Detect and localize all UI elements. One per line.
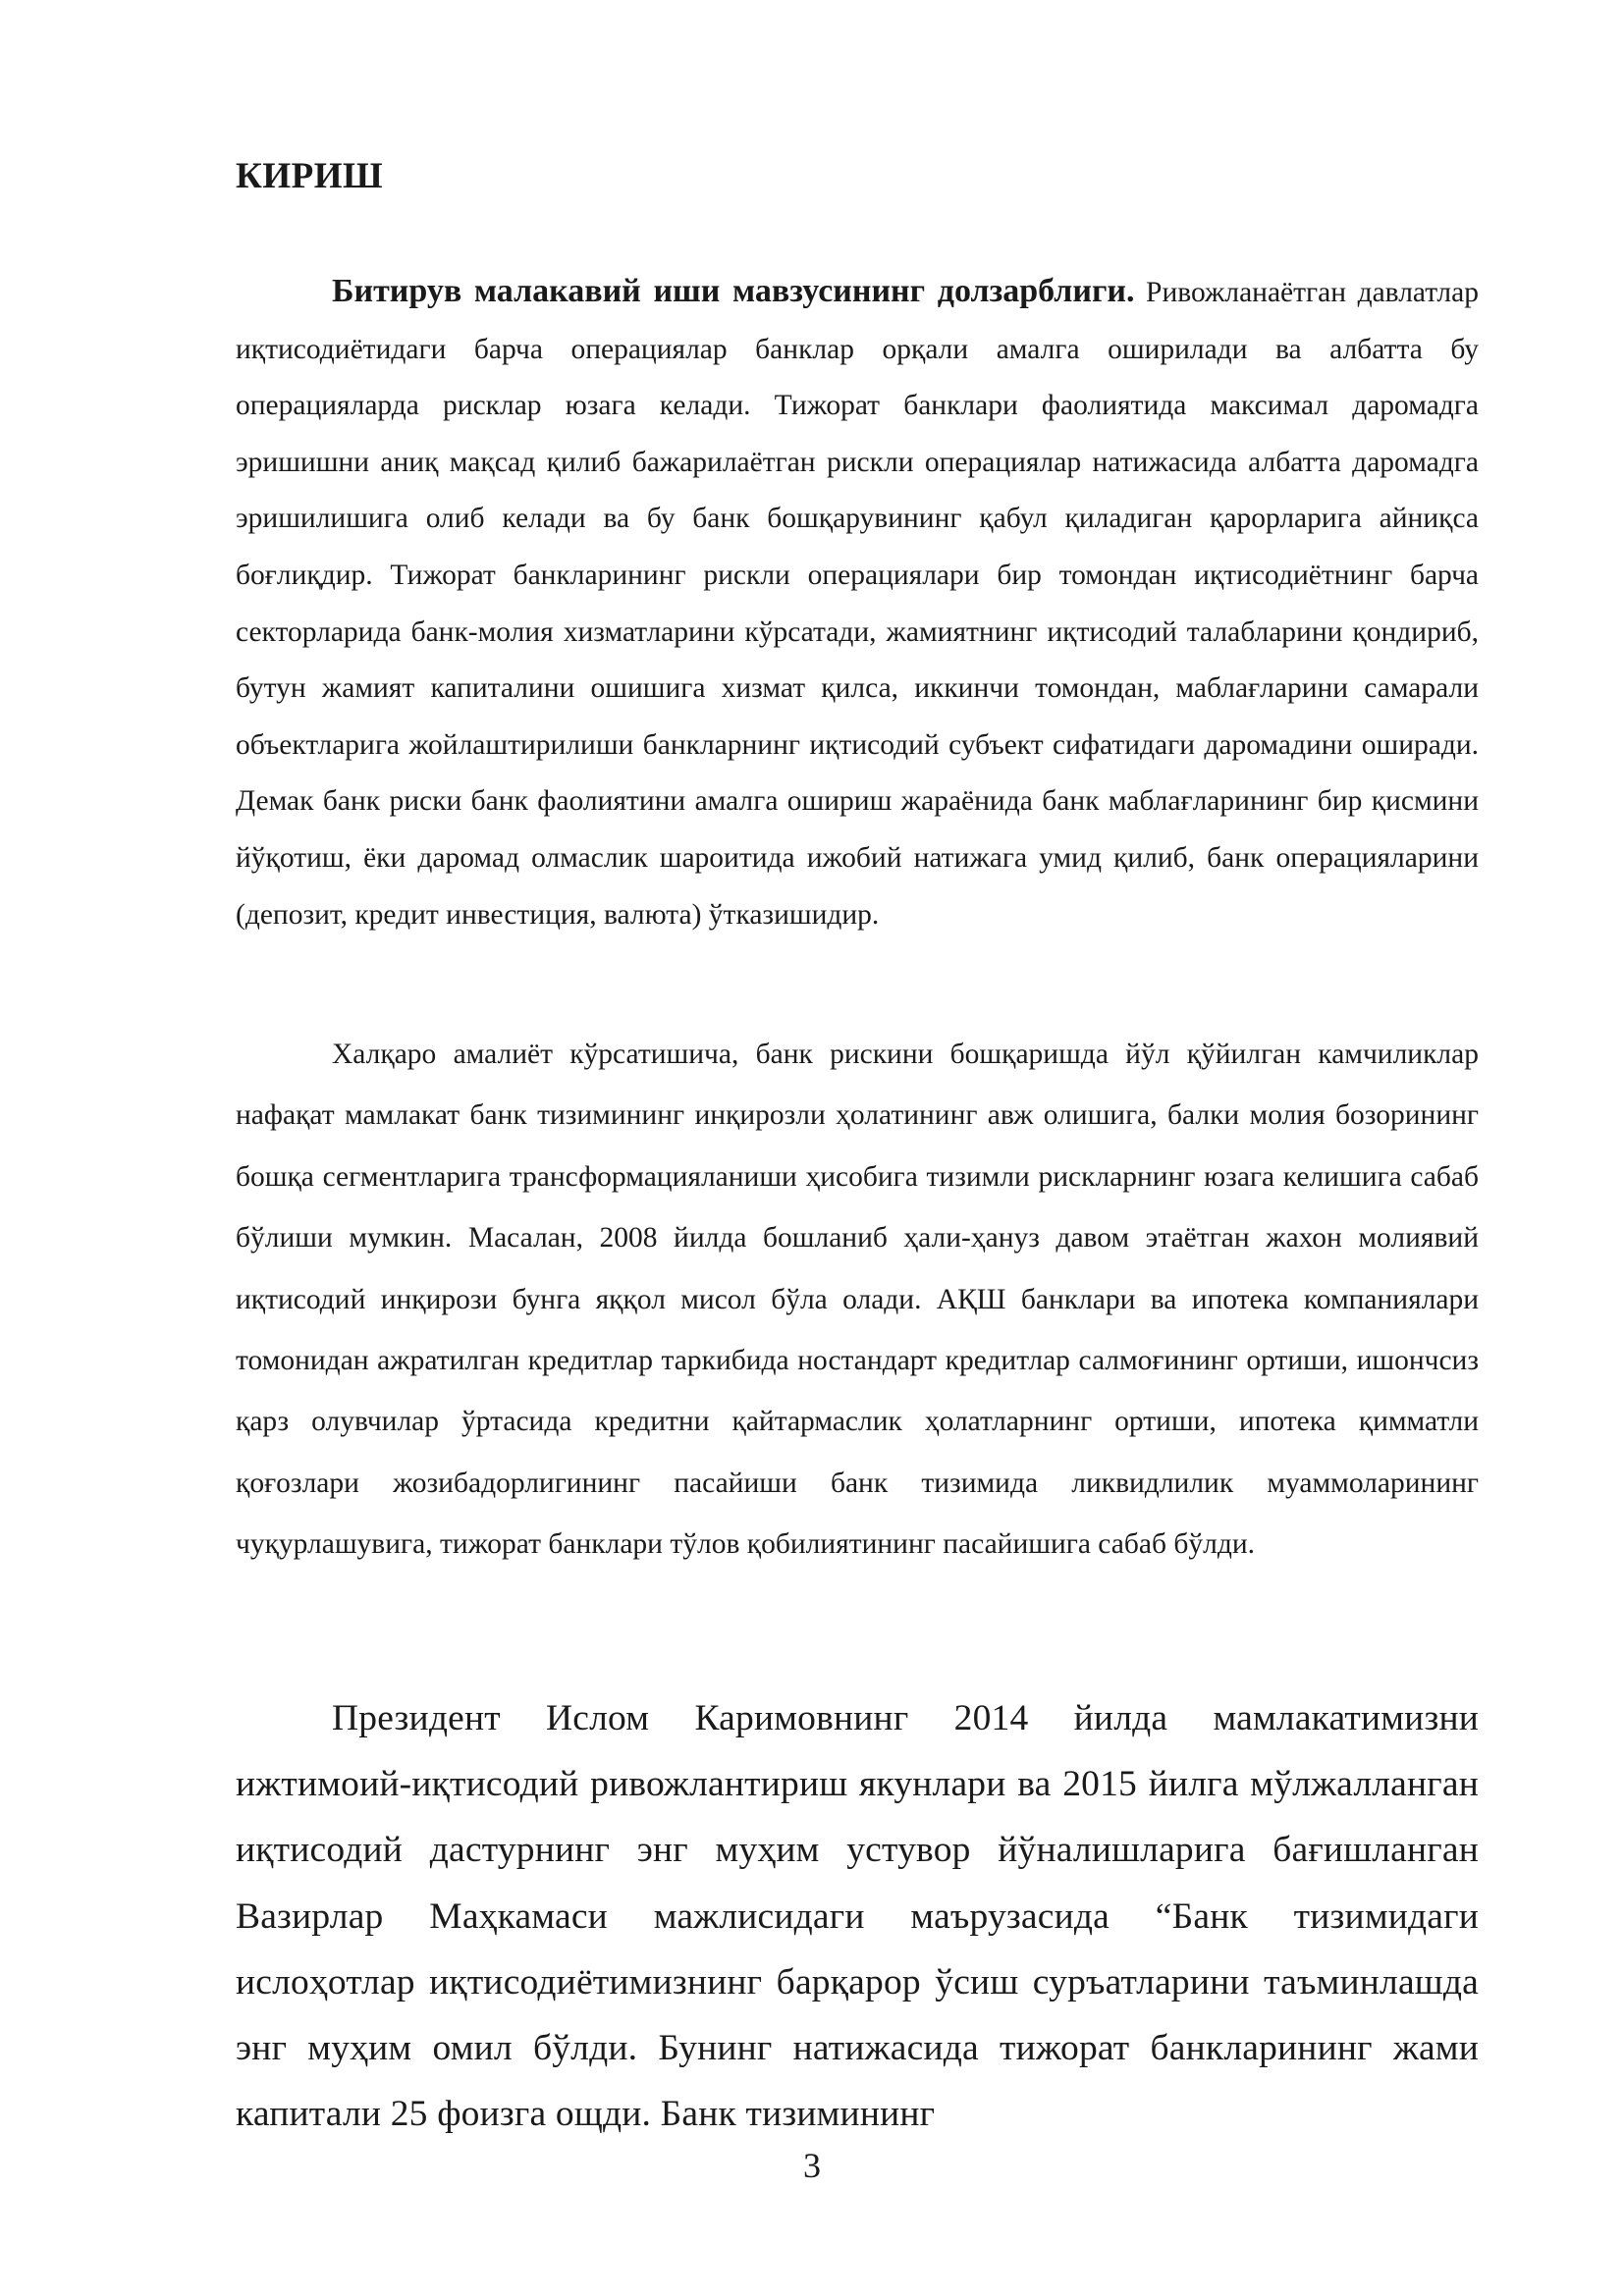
page-number: 3	[803, 2146, 821, 2185]
paragraph-lead: Битирув малакавий иши мавзусининг долзарблиги.	[332, 273, 1135, 309]
section-heading: КИРИШ	[236, 156, 384, 196]
paragraph-body: Ривожланаётган давлатлар иқтисодиётидаги барча операциялар банклар орқали амалга оширилади ва албатта бу операцияларда рисклар юзага келади. Тижорат банклари фаолиятида максимал даромадга эришишни аниқ мақсад қилиб бажарилаётган рискли операциялар натижасида албатта даромадга эришилишига олиб келади ва бу банк бошқарувининг қабул қиладиган қарорларига айниқса боғлиқдир. Тижорат банкларининг рискли операциялари бир томондан иқтисодиётнинг барча секторларида банк-молия хизматларини кўрсатади, жамиятнинг иқтисодий талабларини қондириб, бутун жамият капиталини ошишига хизмат қилса, иккинчи томондан, маблағларини самарали объектларига жойлаштирилиши банкларнинг иқтисодий субъект сифатидаги даромадини оширади. Демак банк риски банк фаолиятини амалга ошириш жараёнида банк маблағларининг бир қисмини йўқотиш, ёки даромад олмаслик шароитида ижобий натижага умид қилиб, банк операцияларини (депозит, кредит инвестиция, валюта) ўтказишидир.	[236, 277, 1479, 931]
paragraph-relevance	[236, 263, 1479, 943]
paragraph-president-speech: Президент Ислом Каримовнинг 2014 йилда мамлакатимизни ижтимоий-иқтисодий ривожлантириш якунлари ва 2015 йилга мўлжалланган иқтисодий дастурнинг энг муҳим устувор йўналишларига бағишланган Вазирлар Маҳкамаси мажлисидаги маърузасида “Банк тизимидаги ислоҳотлар иқтисодиётимизнинг барқарор ўсиш суръатларини таъминлашда энг муҳим омил бўлди. Бунинг натижасида тижорат банкларининг жами капитали 25 фоизга ощди. Банк тизимининг	[236, 1698, 1479, 2135]
paragraph-international-practice: Халқаро амалиёт кўрсатишича, банк рискини бошқаришда йўл қўйилган камчиликлар нафақат мамлакат банк тизимининг инқирозли ҳолатининг авж олишига, балки молия бозорининг бошқа сегментларига трансформацияланиши ҳисобига тизимли рискларнинг юзага келишига сабаб бўлиши мумкин. Масалан, 2008 йилда бошланиб ҳали-ҳануз давом этаётган жахон молиявий иқтисодий инқирози бунга яққол мисол бўла олади. АҚШ банклари ва ипотека компаниялари томонидан ажратилган кредитлар таркибида ностандарт кредитлар салмоғининг ортиши, ишончсиз қарз олувчилар ўртасида кредитни қайтармаслик ҳолатларнинг ортиши, ипотека қимматли қоғозлари жозибадорлигининг пасайиши банк тизимида ликвидлилик муаммоларининг чуқурлашувига, тижорат банклари тўлов қобилиятининг пасайишига сабаб бўлди.	[236, 1039, 1479, 1561]
